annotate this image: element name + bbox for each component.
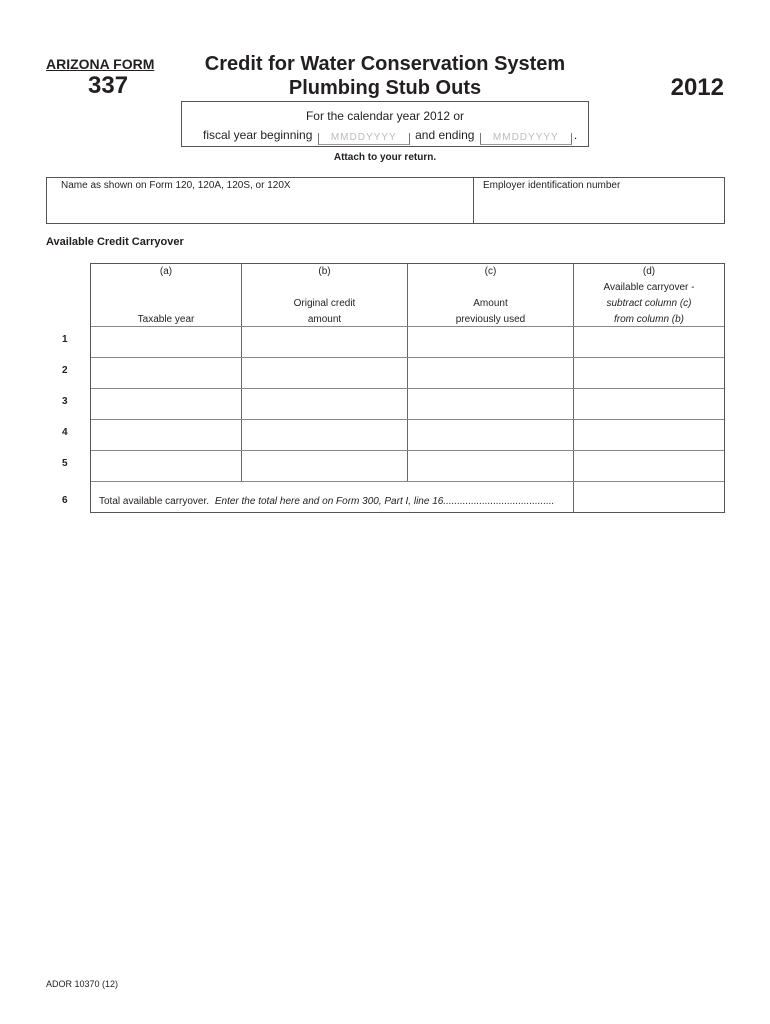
col-d-label-1: Available carryover - (603, 282, 695, 293)
row-number-5: 5 (62, 458, 68, 469)
ending-text: and ending (415, 128, 475, 142)
fiscal-begin-date-field[interactable]: MMDDYYYY (318, 133, 410, 145)
total-label: Total available carryover. (99, 496, 210, 507)
col-d-label-2: subtract column (c) (606, 298, 692, 309)
col-a-line2 (91, 296, 241, 312)
col-d-header (574, 264, 724, 328)
row-line-3 (91, 419, 724, 420)
ein-field-label: Employer identification number (483, 180, 621, 191)
col-b-label-2: amount (307, 314, 342, 325)
col-a-label: Taxable year (137, 314, 195, 325)
col-a-letter: (a) (159, 266, 173, 277)
form-title-line1: Credit for Water Conservation System (204, 53, 566, 75)
row-number-1: 1 (62, 334, 68, 345)
form-id-footer: ADOR 10370 (12) (46, 979, 119, 989)
col-b-label-1: Original credit (293, 298, 356, 309)
name-ein-divider (473, 178, 474, 223)
form-title-line2: Plumbing Stub Outs (288, 77, 482, 99)
row-line-4 (91, 450, 724, 451)
form-number: 337 (88, 72, 129, 99)
total-row-text (99, 496, 554, 507)
total-instruction: Enter the total here and on Form 300, Part I, line 16........................................ (214, 496, 555, 507)
fiscal-year-line (203, 128, 577, 145)
end-punct: . (573, 128, 578, 142)
col-a-header (91, 264, 241, 328)
col-a-line1 (91, 280, 241, 296)
total-carryover-field[interactable] (574, 482, 724, 512)
taxpayer-info-box (46, 177, 725, 224)
col-d-label-3: from column (b) (613, 314, 684, 325)
col-c-label-1: Amount (473, 298, 508, 309)
attach-instruction: Attach to your return. (333, 152, 437, 163)
header-bottom-line (91, 326, 724, 327)
row-number-4: 4 (62, 427, 68, 438)
name-field-label: Name as shown on Form 120, 120A, 120S, or 120X (61, 180, 291, 191)
row-line-2 (91, 388, 724, 389)
row-number-3: 3 (62, 396, 68, 407)
col-c-line1 (408, 280, 573, 296)
row-number-2: 2 (62, 365, 68, 376)
col-c-letter: (c) (484, 266, 497, 277)
calendar-year-text: For the calendar year 2012 or (305, 109, 465, 123)
col-c-header (408, 264, 573, 328)
row-line-1 (91, 357, 724, 358)
col-b-header (242, 264, 407, 328)
col-d-letter: (d) (642, 266, 656, 277)
carryover-table (90, 263, 725, 513)
section-title: Available Credit Carryover (46, 236, 184, 248)
col-b-line1 (242, 280, 407, 296)
col-c-label-2: previously used (455, 314, 526, 325)
form-label: ARIZONA FORM (46, 56, 155, 72)
tax-period-box (181, 101, 589, 147)
fiscal-year-prefix: fiscal year beginning (203, 128, 313, 142)
tax-year: 2012 (670, 74, 724, 101)
row-number-6: 6 (62, 495, 68, 506)
col-b-letter: (b) (318, 266, 331, 277)
fiscal-end-date-field[interactable]: MMDDYYYY (480, 133, 572, 145)
